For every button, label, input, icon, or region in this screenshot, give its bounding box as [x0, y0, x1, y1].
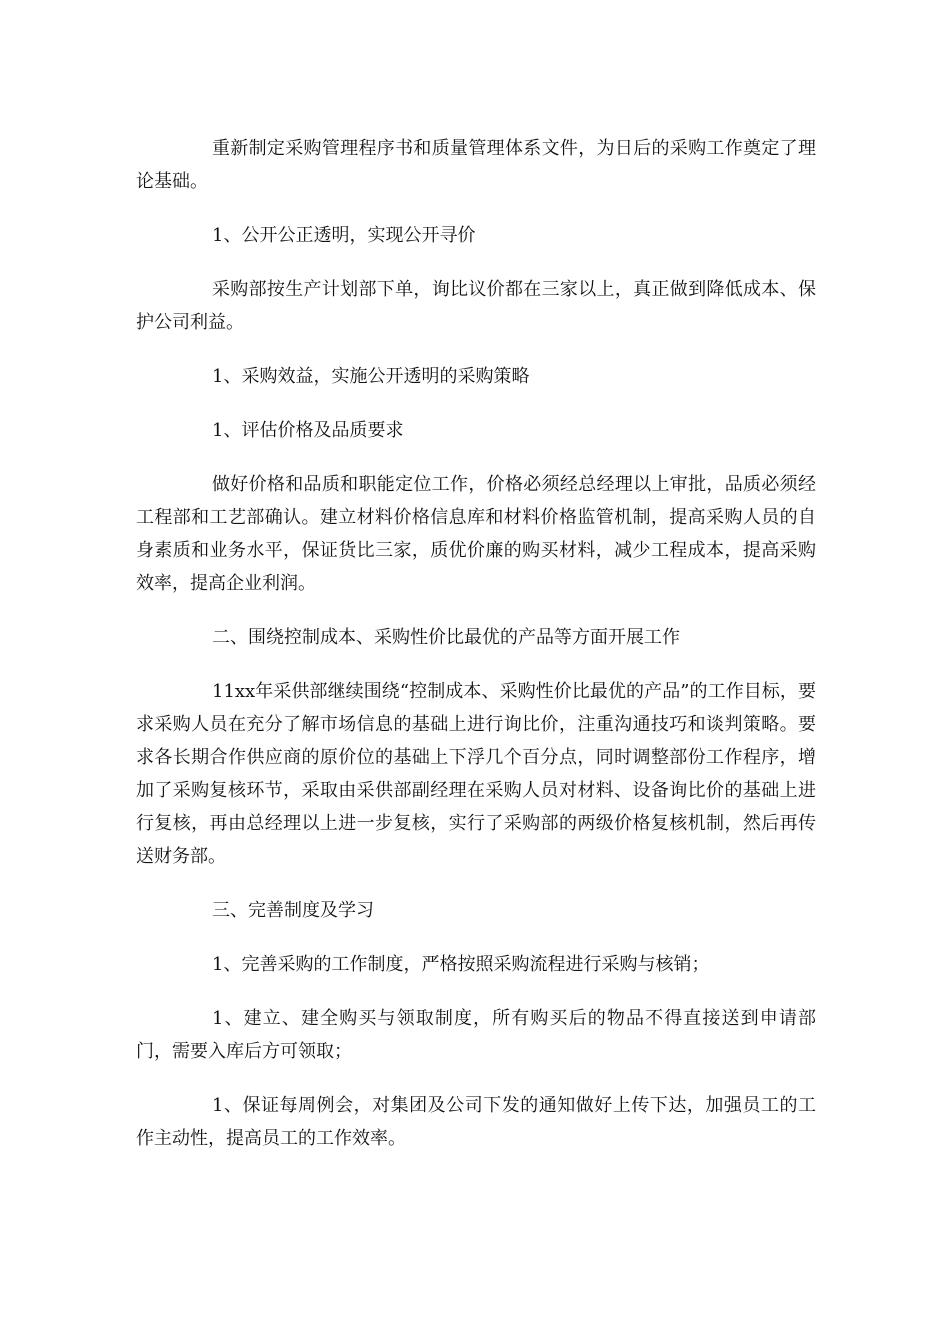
paragraph-cost-control-details: 11xx年采供部继续围绕“控制成本、采购性价比最优的产品”的工作目标，要求采购人员在充分了解市场信息的基础上进行询比价，注重沟通技巧和谈判策略。要求各长期合作供应商的原价位的基础上下浮几个百分点，同时调整部份工作程序，增加了采购复核环节，采取由采供部副经理在采购人员对材料、设备询比价的基础上进行复核，再由总经理以上进一步复核，实行了采购部的两级价格复核机制，然后再传送财务部。 [136, 681, 816, 867]
list-item-work-system: 1、完善采购的工作制度，严格按照采购流程进行采购与核销； [212, 954, 710, 975]
paragraph-procurement-documents: 重新制定采购管理程序书和质量管理体系文件，为日后的采购工作奠定了理论基础。 [136, 138, 816, 192]
heading-open-pricing: 1、公开公正透明，实现公开寻价 [212, 225, 476, 246]
paragraph-price-quality-positioning: 做好价格和品质和职能定位工作，价格必须经总经理以上审批，品质必须经工程部和工艺部确认。建立材料价格信息库和材料价格监管机制，提高采购人员的自身素质和业务水平，保证货比三家，质优价廉的购买材料，减少工程成本，提高采购效率，提高企业利润。 [136, 474, 816, 594]
heading-price-quality-evaluation: 1、评估价格及品质要求 [212, 420, 404, 441]
heading-cost-control-section: 二、围绕控制成本、采购性价比最优的产品等方面开展工作 [212, 627, 680, 648]
heading-system-improvement-section: 三、完善制度及学习 [212, 900, 374, 921]
document-body [136, 132, 816, 1155]
list-item-purchase-receipt-system: 1、建立、建全购买与领取制度，所有购买后的物品不得直接送到申请部门，需要入库后方可领取； [136, 1008, 816, 1062]
heading-procurement-benefits: 1、采购效益，实施公开透明的采购策略 [212, 366, 530, 387]
paragraph-price-comparison: 采购部按生产计划部下单，询比议价都在三家以上，真正做到降低成本、保护公司利益。 [136, 279, 816, 333]
list-item-weekly-meeting: 1、保证每周例会，对集团及公司下发的通知做好上传下达，加强员工的工作主动性，提高员工的工作效率。 [136, 1095, 816, 1149]
